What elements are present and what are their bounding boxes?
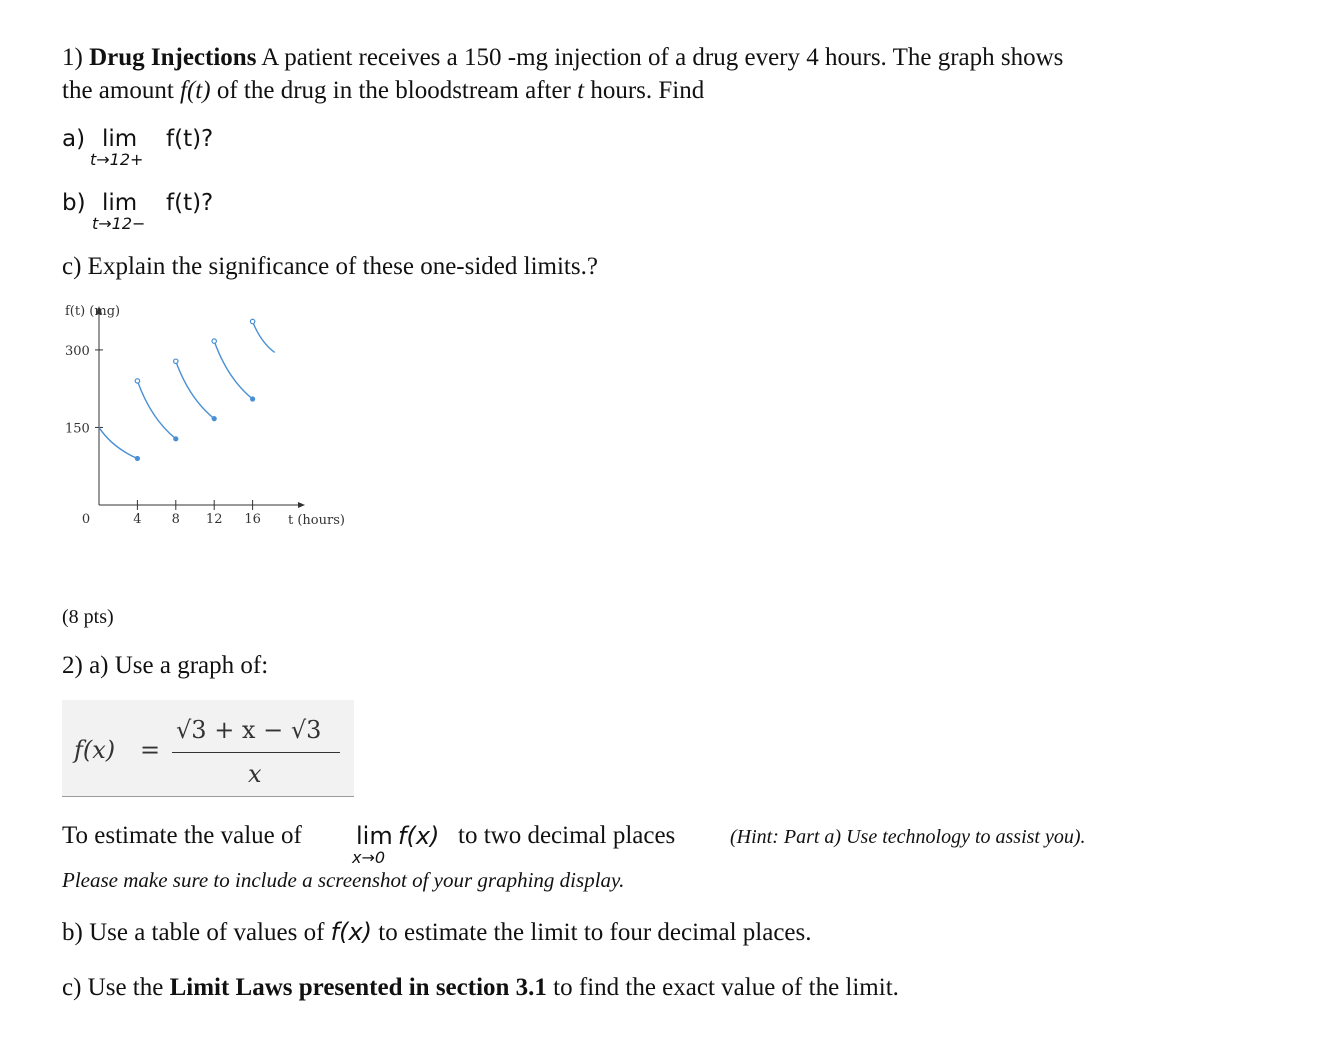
formula-lhs: f(x) bbox=[74, 736, 116, 764]
q1-line2-ft: f(t) bbox=[180, 77, 211, 104]
q1-title: Drug Injections bbox=[89, 44, 257, 71]
y-tick-label: 150 bbox=[65, 421, 90, 437]
y-axis-label: f(t) (mg) bbox=[65, 304, 121, 319]
open-point bbox=[250, 319, 254, 323]
fraction-bar bbox=[172, 752, 340, 753]
curve-segment-16- bbox=[253, 321, 275, 352]
q2-est-pre: To estimate the value of bbox=[62, 822, 302, 849]
q2-c-pre: c) Use the bbox=[62, 974, 170, 1001]
q1-number: 1) bbox=[62, 44, 83, 71]
q2-b-post: to estimate the limit to four decimal places. bbox=[372, 919, 812, 946]
q2-est-hint: (Hint: Part a) Use technology to assist you). bbox=[730, 826, 1086, 848]
q1-points: (8 pts) bbox=[62, 606, 114, 628]
curve-segment-4-8 bbox=[137, 381, 175, 439]
q2-est-fn: f(x) bbox=[398, 822, 440, 850]
q1-part-b bbox=[62, 190, 362, 240]
q1-part-a bbox=[62, 126, 362, 176]
open-point bbox=[212, 339, 216, 343]
q2-part-b bbox=[62, 916, 812, 949]
q2-estimate-line bbox=[62, 820, 1282, 868]
q1-a-label: a) bbox=[62, 126, 86, 152]
q1-b-label: b) bbox=[62, 190, 86, 216]
x-axis-label: t (hours) bbox=[288, 513, 345, 528]
q1-a-lim: lim bbox=[102, 126, 138, 152]
formula-denominator: x bbox=[248, 760, 262, 788]
q1-b-fn: f(t)? bbox=[166, 190, 214, 216]
q1-part-c: c) Explain the significance of these one-sided limits.? bbox=[62, 253, 598, 280]
q1-a-sub: t→12+ bbox=[90, 150, 144, 169]
q2-heading: 2) a) Use a graph of: bbox=[62, 652, 269, 679]
q1-line2-post: hours. Find bbox=[584, 77, 705, 104]
q2-est-sub: x→0 bbox=[352, 848, 386, 867]
x-tick-label: 12 bbox=[205, 512, 223, 527]
q1-line2-pre: the amount bbox=[62, 77, 181, 104]
formula-equals: = bbox=[140, 736, 161, 764]
closed-point bbox=[135, 456, 140, 461]
q1-line2 bbox=[62, 75, 704, 107]
curve-segment-8-12 bbox=[176, 361, 214, 418]
x-tick-label: 8 bbox=[171, 512, 180, 527]
x-tick-label: 4 bbox=[133, 512, 142, 527]
q2-c-bold: Limit Laws presented in section 3.1 bbox=[169, 974, 547, 1001]
x-tick-label: 16 bbox=[244, 512, 261, 527]
y-tick-label: 300 bbox=[65, 343, 90, 359]
drug-graph bbox=[55, 295, 365, 540]
q2-est-post: to two decimal places bbox=[458, 822, 676, 849]
q2-part-c bbox=[62, 972, 899, 1004]
formula-box bbox=[62, 700, 354, 797]
closed-point bbox=[212, 416, 217, 421]
open-point bbox=[135, 379, 139, 383]
q2-screenshot-note: Please make sure to include a screenshot of your graphing display. bbox=[62, 868, 625, 892]
q2-b-fn: f(x) bbox=[330, 918, 373, 946]
q2-b-pre: b) Use a table of values of bbox=[62, 919, 331, 946]
curve-segment-0-4 bbox=[99, 427, 137, 458]
q1-line1-text: A patient receives a 150 -mg injection of a drug every 4 hours. The graph shows bbox=[256, 44, 1064, 71]
q2-c-post: to find the exact value of the limit. bbox=[546, 974, 899, 1001]
x-axis-arrow bbox=[298, 502, 305, 508]
q1-b-lim: lim bbox=[102, 190, 138, 216]
closed-point bbox=[173, 436, 178, 441]
open-point bbox=[174, 359, 178, 363]
formula-numerator: √3 + x − √3 bbox=[176, 716, 322, 744]
q1-line1 bbox=[62, 42, 1063, 74]
closed-point bbox=[250, 396, 255, 401]
q1-line2-mid: of the drug in the bloodstream after bbox=[210, 77, 578, 104]
curve-segment-12-16 bbox=[214, 341, 252, 399]
q1-a-fn: f(t)? bbox=[166, 126, 214, 152]
q1-b-sub: t→12− bbox=[92, 214, 146, 233]
q2-est-lim: lim bbox=[356, 822, 393, 850]
x-tick-label: 0 bbox=[81, 512, 91, 527]
q1-line2-t: t bbox=[577, 77, 585, 104]
